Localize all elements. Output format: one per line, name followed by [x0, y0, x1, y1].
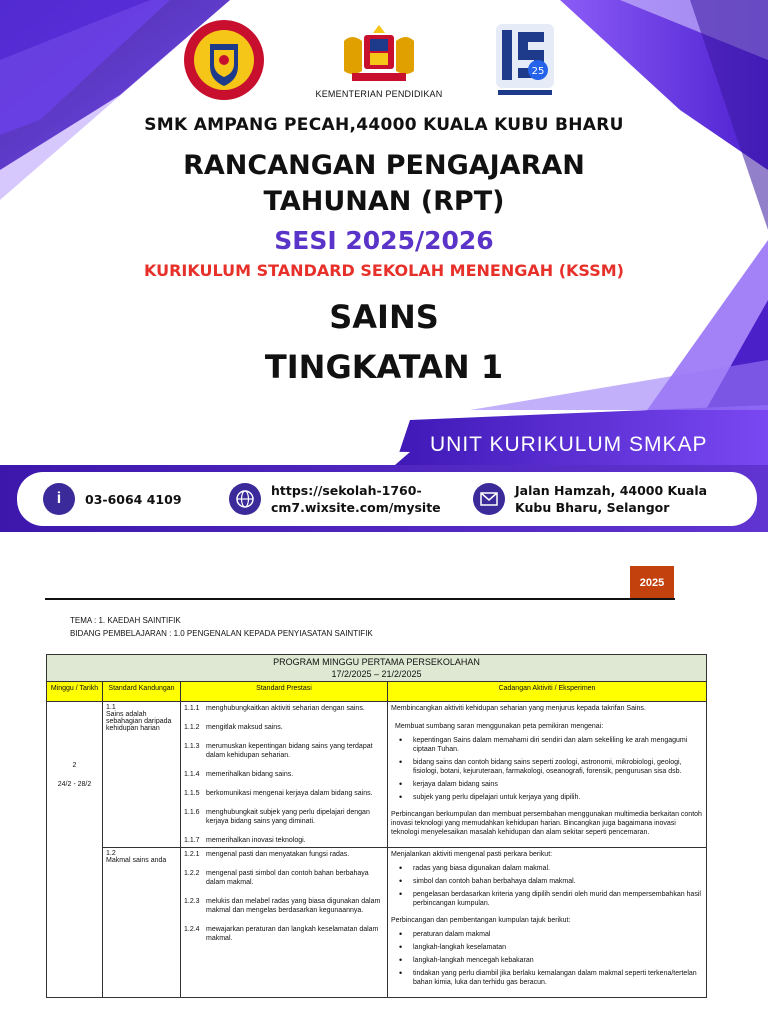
sp-item	[184, 925, 384, 943]
contact-bar	[17, 472, 757, 526]
phone-icon: i	[43, 483, 75, 515]
mail-icon	[473, 483, 505, 515]
sp-code: 1.1.1	[184, 705, 200, 712]
learning-area-line: BIDANG PEMBELAJARAN : 1.0 PENGENALAN KEPADA PENYIASATAN SAINTIFIK	[70, 629, 373, 638]
sp-item	[184, 836, 384, 845]
list-item: • radas yang biasa digunakan dalam makmal.	[399, 864, 703, 873]
list-item: • langkah-langkah keselamatan	[399, 943, 703, 952]
col-header-activities: Cadangan Aktiviti / Eksperimen	[388, 682, 707, 702]
form-title: TINGKATAN 1	[264, 348, 504, 386]
activity-paragraph: Perbincangan dan pembentangan kumpulan tajuk berikut:	[391, 917, 571, 924]
sp-code: 1.2.3	[184, 898, 200, 905]
banner-row	[47, 655, 707, 682]
list-item: • bidang sains dan contoh bidang sains seperti zoologi, astronomi, mikrobiologi, geologi, fisiologi, botani, kejuruteraan, farmakologi, oseanografi, forensik, pengurusan sisa dsb.	[399, 758, 703, 776]
banner-title: PROGRAM MINGGU PERTAMA PERSEKOLAHAN	[273, 657, 480, 667]
banner-cell	[47, 655, 707, 682]
list-item: • kerjaya dalam bidang sains	[399, 780, 703, 789]
sp-item	[184, 723, 384, 732]
sp-item	[184, 789, 384, 798]
col-header-content-standard: Standard Kandungan	[103, 682, 181, 702]
activity-list	[399, 930, 703, 987]
activity-paragraph: Membincangkan aktiviti kehidupan seharian yang menjurus kepada takrifan Sains.	[391, 705, 646, 712]
address-line-1: Jalan Hamzah, 44000 Kuala	[515, 483, 708, 498]
phone-number: 03-6064 4109	[85, 491, 182, 507]
content-standard-code: 1.1	[106, 704, 116, 711]
school-name: SMK AMPANG PECAH,44000 KUALA KUBU BHARU	[144, 115, 624, 135]
sp-text: memerihalkan inovasi teknologi.	[206, 837, 306, 844]
activity-paragraph: Perbincangan berkumpulan dan membuat persembahan menggunakan multimedia berkaitan contoh inovasi teknologi yang memudahkan kehidupan harian. Bincangkan juga bagaimana inovasi teknologi menyelesaikan masalah kehidupan dan alam sekitar seperti pencemaran.	[391, 811, 702, 836]
theme-line: TEMA : 1. KAEDAH SAINTIFIK	[70, 616, 181, 625]
session-label: SESI 2025/2026	[274, 226, 494, 255]
sp-text: menghubungkaitkan aktiviti seharian dengan sains.	[206, 705, 365, 712]
content-standard-cell	[103, 702, 181, 848]
table-row	[47, 848, 707, 998]
globe-icon	[229, 483, 261, 515]
year-badge: 2025	[630, 566, 674, 600]
list-item: • kepentingan Sains dalam memahami diri sendiri dan alam sekeliling ke arah mengagumi ciptaan Tuhan.	[399, 736, 703, 754]
svg-text:25: 25	[531, 66, 545, 77]
table-row	[47, 702, 707, 848]
sp-text: mengenal pasti simbol dan contoh bahan berbahaya dalam makmal.	[206, 870, 369, 886]
content-standard-cell	[103, 848, 181, 998]
sp-code: 1.1.6	[184, 809, 200, 816]
contact-address	[473, 472, 745, 526]
sp-code: 1.1.5	[184, 790, 200, 797]
banner-dates: 17/2/2025 – 21/2/2025	[331, 669, 422, 679]
sp-item	[184, 742, 384, 760]
activities-cell	[388, 702, 707, 848]
sp-code: 1.1.2	[184, 724, 200, 731]
sp-text: melukis dan melabel radas yang biasa digunakan dalam makmal dan mengelas berdasarkan kegunaannya.	[206, 898, 381, 914]
list-item: • langkah-langkah mencegah kebakaran	[399, 956, 703, 965]
contact-website[interactable]	[229, 472, 451, 526]
contact-phone[interactable]	[43, 472, 182, 526]
sp-code: 1.1.7	[184, 837, 200, 844]
sp-text: memerihalkan bidang sains.	[206, 771, 294, 778]
list-item: • peraturan dalam makmal	[399, 930, 703, 939]
sp-item	[184, 869, 384, 887]
unit-label: UNIT KURIKULUM SMKAP	[430, 433, 708, 456]
anniversary-logo	[490, 20, 560, 100]
sp-item	[184, 704, 384, 713]
week-date: 24/2 - 28/2	[57, 781, 92, 788]
week-number: 2	[72, 762, 77, 769]
sp-text: mengitlak maksud sains.	[206, 724, 283, 731]
title-line-1: RANCANGAN PENGAJARAN	[183, 150, 585, 181]
content-standard-text: Makmal sains anda	[106, 857, 167, 864]
sp-text: mengenal pasti dan menyatakan fungsi radas.	[206, 851, 350, 858]
sp-code: 1.1.4	[184, 771, 200, 778]
sp-code: 1.1.3	[184, 743, 200, 750]
activity-list	[399, 736, 703, 802]
list-item: • tindakan yang perlu diambil jika berlaku kemalangan dalam makmal seperti terkena/tertelan bahan kimia, luka dan terhidu gas beracun.	[399, 969, 703, 987]
sp-item	[184, 897, 384, 915]
activity-paragraph: Menjalankan aktiviti mengenal pasti perkara berikut:	[391, 851, 553, 858]
list-item: • simbol dan contoh bahan berbahaya dalam makmal.	[399, 877, 703, 886]
col-header-week: Minggu / Tarikh	[47, 682, 103, 702]
kpm-logo	[308, 16, 450, 104]
performance-standard-cell	[181, 848, 388, 998]
header-row	[47, 682, 707, 702]
sp-item	[184, 808, 384, 826]
sp-item	[184, 850, 384, 859]
title-line-2: TAHUNAN (RPT)	[263, 186, 505, 217]
performance-standard-cell	[181, 702, 388, 848]
content-standard-code: 1.2	[106, 850, 116, 857]
activities-cell	[388, 848, 707, 998]
header-rule	[45, 598, 675, 600]
activity-list	[399, 864, 703, 908]
curriculum-label: KURIKULUM STANDARD SEKOLAH MENENGAH (KSSM)	[144, 261, 624, 280]
list-item: • subjek yang perlu dipelajari untuk kerjaya yang dipilih.	[399, 793, 703, 802]
website-url-line-2: cm7.wixsite.com/mysite	[271, 500, 441, 515]
sp-code: 1.2.4	[184, 926, 200, 933]
subject-title: SAINS	[329, 298, 439, 336]
list-item: • pengelasan berdasarkan kriteria yang dipilih sendiri oleh murid dan mempersembahkan hasil perbincangan kumpulan.	[399, 890, 703, 908]
sp-item	[184, 770, 384, 779]
sp-code: 1.2.1	[184, 851, 200, 858]
address-text	[515, 482, 745, 516]
kpm-caption: KEMENTERIAN PENDIDIKAN	[315, 89, 443, 99]
col-header-performance-standard: Standard Prestasi	[181, 682, 388, 702]
website-url	[271, 482, 451, 516]
content-standard-text: Sains adalah sebahagian daripada kehidupan harian	[106, 711, 172, 732]
lesson-plan-table	[46, 654, 707, 998]
sp-text: mewajarkan peraturan dan langkah keselamatan dalam makmal.	[206, 926, 379, 942]
week-cell	[47, 702, 103, 998]
sp-code: 1.2.2	[184, 870, 200, 877]
sp-text: berkomunikasi mengenai kerjaya dalam bidang sains.	[206, 790, 373, 797]
sp-text: menghubungkait subjek yang perlu dipelajari dengan kerjaya bidang sains yang diminati.	[206, 809, 370, 825]
website-url-line-1: https://sekolah-1760-	[271, 483, 422, 498]
school-crest-logo	[182, 18, 266, 102]
sp-text: merumuskan kepentingan bidang sains yang terdapat dalam kehidupan seharian.	[206, 743, 373, 759]
activity-paragraph: Membuat sumbang saran menggunakan peta pemikiran mengenai:	[395, 723, 604, 730]
address-line-2: Kubu Bharu, Selangor	[515, 500, 670, 515]
